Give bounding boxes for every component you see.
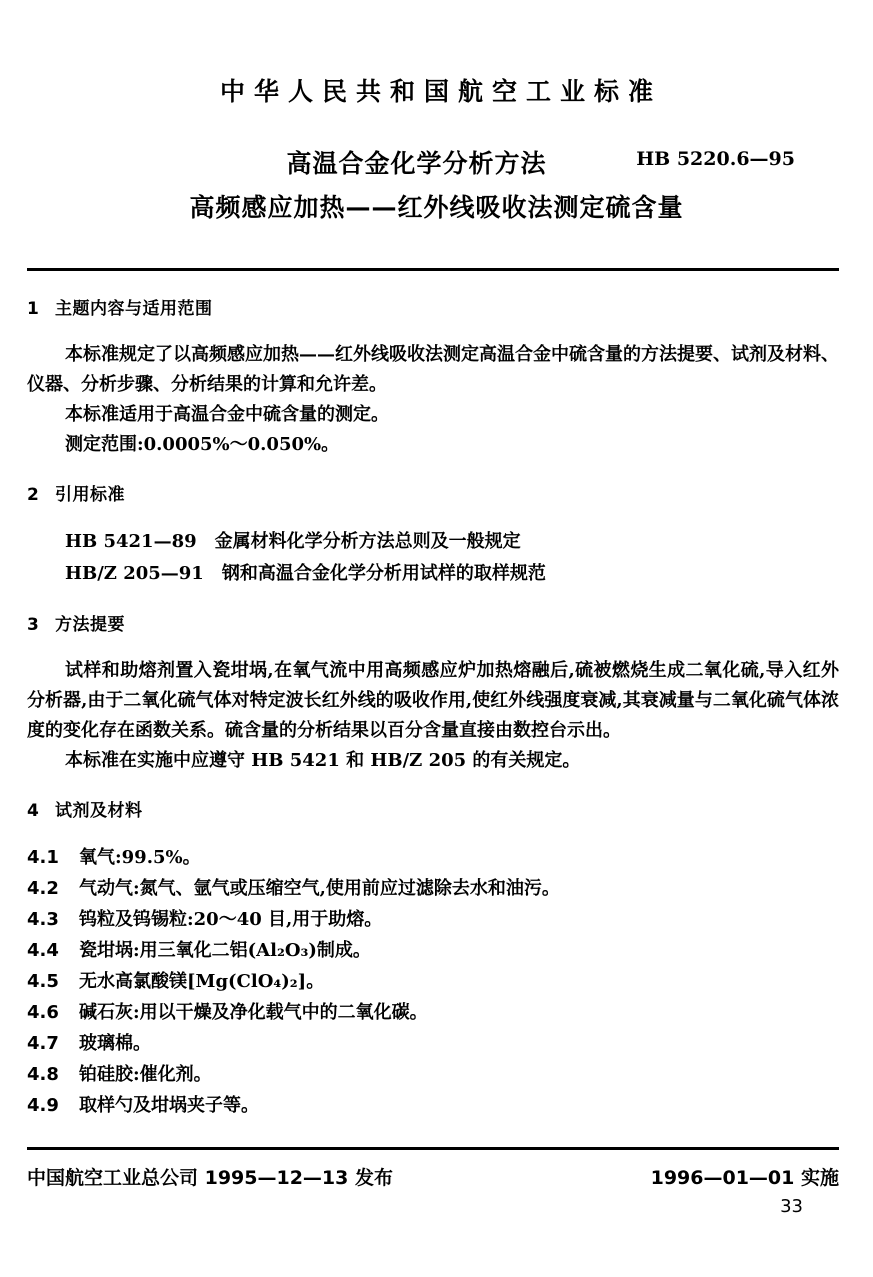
- reagent-item-text: 碱石灰:用以干燥及净化载气中的二氧化碳。: [79, 1002, 428, 1023]
- reagent-item-number: 4.4: [27, 940, 59, 961]
- reagent-item: [27, 904, 839, 935]
- reagent-item-number: 4.6: [27, 1002, 59, 1023]
- section-title-3: 方法提要: [55, 615, 125, 635]
- reference-item: [65, 558, 839, 590]
- reagent-item: [27, 935, 839, 966]
- section-title-1: 主题内容与适用范围: [55, 299, 213, 319]
- reagent-item-number: 4.2: [27, 878, 59, 899]
- document-body: [27, 296, 839, 1121]
- reference-code: HB/Z 205—91: [65, 563, 204, 584]
- reagent-item: [27, 1059, 839, 1090]
- section-1-paragraph-1: 本标准规定了以高频感应加热——红外线吸收法测定高温合金中硫含量的方法提要、试剂及材料、仪器、分析步骤、分析结果的计算和允许差。: [27, 344, 839, 395]
- document-title-line-1: 高温合金化学分析方法: [286, 149, 547, 178]
- footer-effective-date: 1996—01—01 实施: [650, 1167, 839, 1189]
- section-title-4: 试剂及材料: [55, 801, 143, 821]
- reagent-item-text: 取样勺及坩埚夹子等。: [79, 1095, 259, 1116]
- header-divider-rule: [27, 268, 839, 271]
- reagent-item: [27, 997, 839, 1028]
- reagent-item-text: 铂硅胶:催化剂。: [79, 1064, 212, 1085]
- reagent-item: [27, 1028, 839, 1059]
- footer-issuer: 中国航空工业总公司 1995—12—13 发布: [27, 1167, 393, 1189]
- section-1-paragraph-3: 测定范围:0.0005%～0.050%。: [65, 434, 340, 455]
- reference-title: 金属材料化学分析方法总则及一般规定: [214, 531, 521, 552]
- section-title-2: 引用标准: [55, 485, 125, 505]
- reagent-item-number: 4.5: [27, 971, 59, 992]
- reagent-item-number: 4.7: [27, 1033, 59, 1054]
- section-heading-4: [27, 798, 839, 824]
- reagent-item-number: 4.3: [27, 909, 59, 930]
- reference-item: [65, 526, 839, 558]
- reference-title: 钢和高温合金化学分析用试样的取样规范: [221, 563, 546, 584]
- reference-code: HB 5421—89: [65, 531, 197, 552]
- reagent-item-number: 4.1: [27, 847, 59, 868]
- reagent-item: [27, 966, 839, 997]
- reagent-item: [27, 1090, 839, 1121]
- reagent-item: [27, 842, 839, 873]
- section-heading-1: [27, 296, 839, 322]
- section-heading-3: [27, 612, 839, 638]
- reagent-item-number: 4.8: [27, 1064, 59, 1085]
- reagent-item-text: 无水高氯酸镁[Mg(ClO₄)₂]。: [79, 971, 325, 992]
- reagent-item-text: 氧气:99.5%。: [79, 847, 201, 868]
- reagent-item-text: 钨粒及钨锡粒:20～40 目,用于助熔。: [79, 909, 383, 930]
- reagent-item-number: 4.9: [27, 1095, 59, 1116]
- section-1-paragraph-2: 本标准适用于高温合金中硫含量的测定。: [65, 404, 389, 425]
- section-number-4: 4: [27, 801, 40, 821]
- reagent-item-text: 瓷坩埚:用三氧化二铝(Al₂O₃)制成。: [79, 940, 371, 961]
- document-title-line-2: 高频感应加热——红外线吸收法测定硫含量: [189, 193, 684, 222]
- section-3-paragraph-2: 本标准在实施中应遵守 HB 5421 和 HB/Z 205 的有关规定。: [65, 750, 581, 771]
- reagent-item: [27, 873, 839, 904]
- section-heading-2: [27, 482, 839, 508]
- standard-number: HB 5220.6—95: [636, 148, 795, 170]
- reagent-item-text: 气动气:氮气、氩气或压缩空气,使用前应过滤除去水和油污。: [79, 878, 560, 899]
- section-number-1: 1: [27, 299, 40, 319]
- page-number: 33: [780, 1196, 803, 1217]
- reagent-item-text: 玻璃棉。: [79, 1033, 151, 1054]
- section-number-3: 3: [27, 615, 40, 635]
- footer-divider-rule: [27, 1147, 839, 1150]
- issuing-authority-heading: 中华人民共和国航空工业标准: [219, 77, 662, 106]
- title-block: [0, 142, 873, 242]
- section-number-2: 2: [27, 485, 40, 505]
- section-3-paragraph-1: 试样和助熔剂置入瓷坩埚,在氧气流中用高频感应炉加热熔融后,硫被燃烧生成二氧化硫,导入红外分析器,由于二氧化硫气体对特定波长红外线的吸收作用,使红外线强度衰减,其衰减量与二氧化硫气体浓度的变化存在函数关系。硫含量的分析结果以百分含量直接由数控台示出。: [27, 660, 839, 741]
- page-footer: [27, 1163, 839, 1190]
